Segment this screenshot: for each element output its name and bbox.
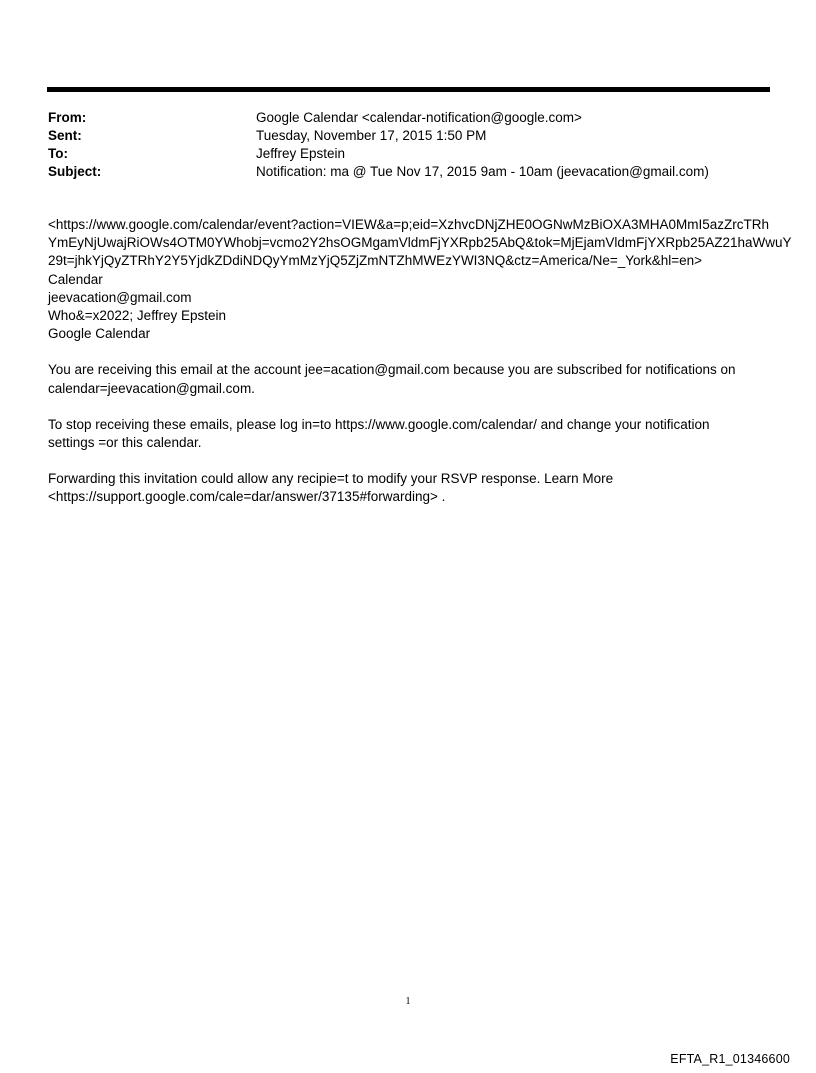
forwarding-notice-line-1: Forwarding this invitation could allow any recipie=t to modify your RSVP response. Learn More <box>48 471 614 487</box>
receiving-notice-line-1: You are receiving this email at the account jee=acation@gmail.com because you are subscribed for notifications on <box>48 362 736 378</box>
paragraph-gap <box>48 398 778 416</box>
subject-row <box>48 163 768 181</box>
subject-label: Subject: <box>48 164 102 179</box>
from-label: From: <box>48 110 87 125</box>
page-number: 1 <box>405 996 411 1007</box>
stop-receiving-line-1: To stop receiving these emails, please log in=to https://www.google.com/calendar/ and change your notification <box>48 416 710 432</box>
document-id: EFTA_R1_01346600 <box>670 1052 790 1066</box>
to-value: Jeffrey Epstein <box>256 146 346 161</box>
email-header <box>48 109 768 181</box>
paragraph-gap <box>48 452 778 470</box>
stop-receiving-line-2: settings =or this calendar. <box>48 435 202 451</box>
to-label: To: <box>48 146 68 161</box>
google-calendar-line: Google Calendar <box>48 326 151 342</box>
receiving-notice-line-2: calendar=jeevacation@gmail.com. <box>48 380 255 396</box>
event-link-line-2: YmEyNjUwajRiOWs4OTM0YWhobj=vcmo2Y2hsOGMgamVldmFjYXRpb25AbQ&tok=MjEjamVldmFjYXRpb25AZ21haWwuY <box>48 235 792 251</box>
event-link-line-1: <https://www.google.com/calendar/event?action=VIEW&a=p;eid=XzhvcDNjZHE0OGNwMzBiOXA3MHA0MmI5azZrcTRh <box>48 217 770 232</box>
from-value: Google Calendar <calendar-notification@google.com> <box>256 110 582 125</box>
calendar-label: Calendar <box>48 271 103 287</box>
event-link-line-3: 29t=jhkYjQyZTRhY2Y5YjdkZDdiNDQyYmMzYjQ5ZjZmNTZhMWEzYWI3NQ&ctz=America/Ne=_York&hl=en> <box>48 253 703 269</box>
calendar-account: jeevacation@gmail.com <box>48 289 192 305</box>
sent-row <box>48 127 768 145</box>
sent-label: Sent: <box>48 128 82 143</box>
paragraph-gap <box>48 343 778 361</box>
subject-value: Notification: ma @ Tue Nov 17, 2015 9am - 10am (jeevacation@gmail.com) <box>256 164 709 179</box>
sent-value: Tuesday, November 17, 2015 1:50 PM <box>256 128 487 143</box>
email-body <box>48 216 792 507</box>
header-divider-rule <box>47 87 770 92</box>
from-row <box>48 109 768 127</box>
to-row <box>48 145 768 163</box>
who-line: Who&=x2022; Jeffrey Epstein <box>48 308 226 324</box>
forwarding-notice-line-2: <https://support.google.com/cale=dar/answer/37135#forwarding> . <box>48 489 446 505</box>
